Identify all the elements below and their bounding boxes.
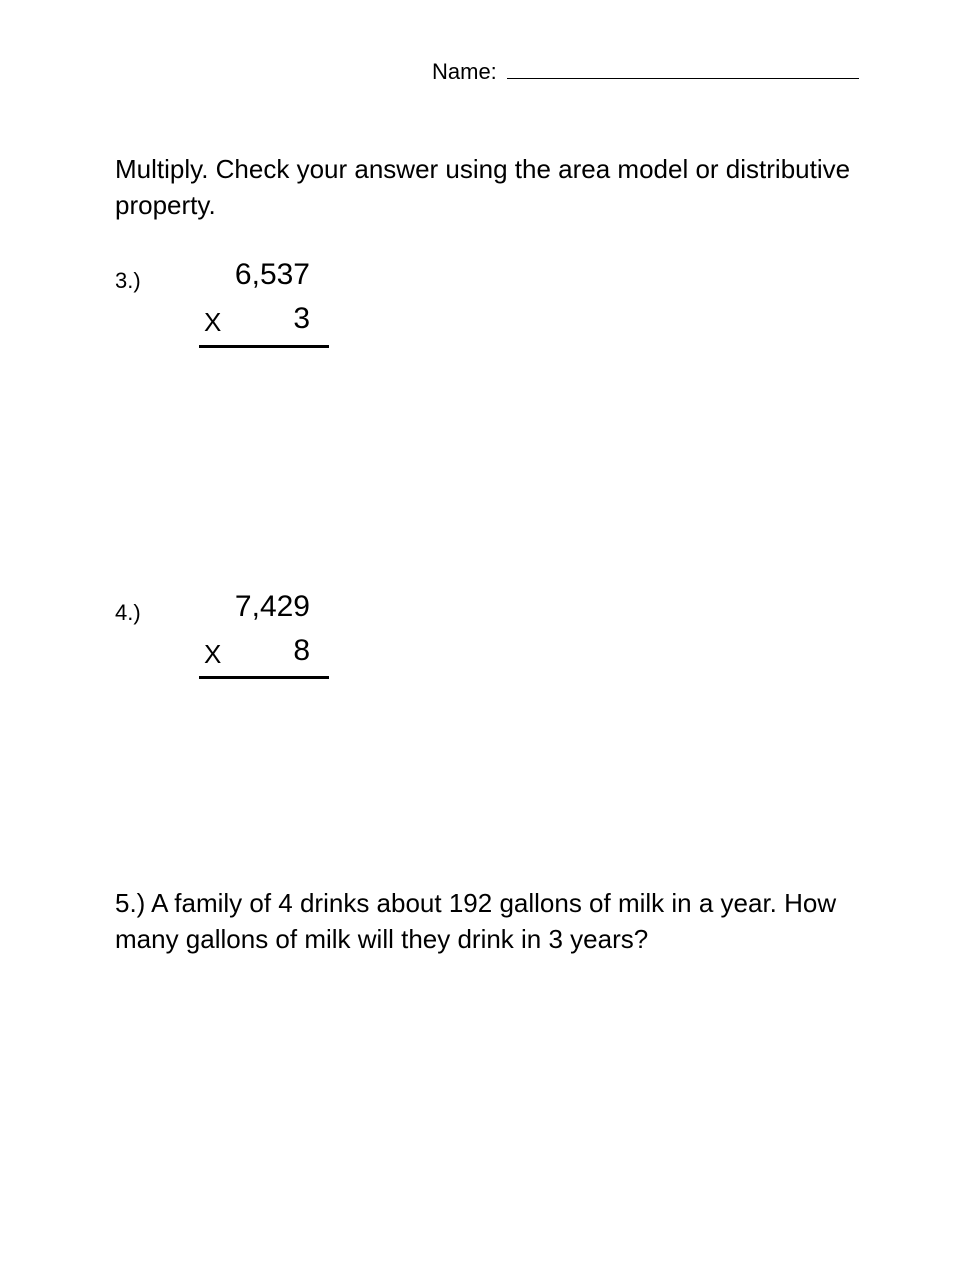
multiplication-sign: X — [204, 639, 222, 669]
multiplier: 3 — [293, 302, 310, 335]
answer-line — [199, 676, 329, 679]
multiplication-sign: X — [204, 307, 222, 337]
name-field[interactable] — [432, 58, 859, 85]
word-problem-5: 5.) A family of 4 drinks about 192 gallons of milk in a year. How many gallons of milk will they drink in 3 years? — [115, 888, 837, 954]
instructions: Multiply. Check your answer using the area model or distributive property. — [115, 154, 851, 220]
multiplicand: 7,429 — [234, 590, 310, 623]
name-label: Name: — [432, 59, 497, 84]
multiplicand: 6,537 — [234, 258, 310, 291]
problem-number: 4.) — [115, 600, 141, 625]
answer-line — [199, 345, 329, 348]
problem-number: 3.) — [115, 268, 141, 293]
multiplier: 8 — [293, 634, 310, 667]
name-blank-line[interactable] — [507, 58, 859, 79]
